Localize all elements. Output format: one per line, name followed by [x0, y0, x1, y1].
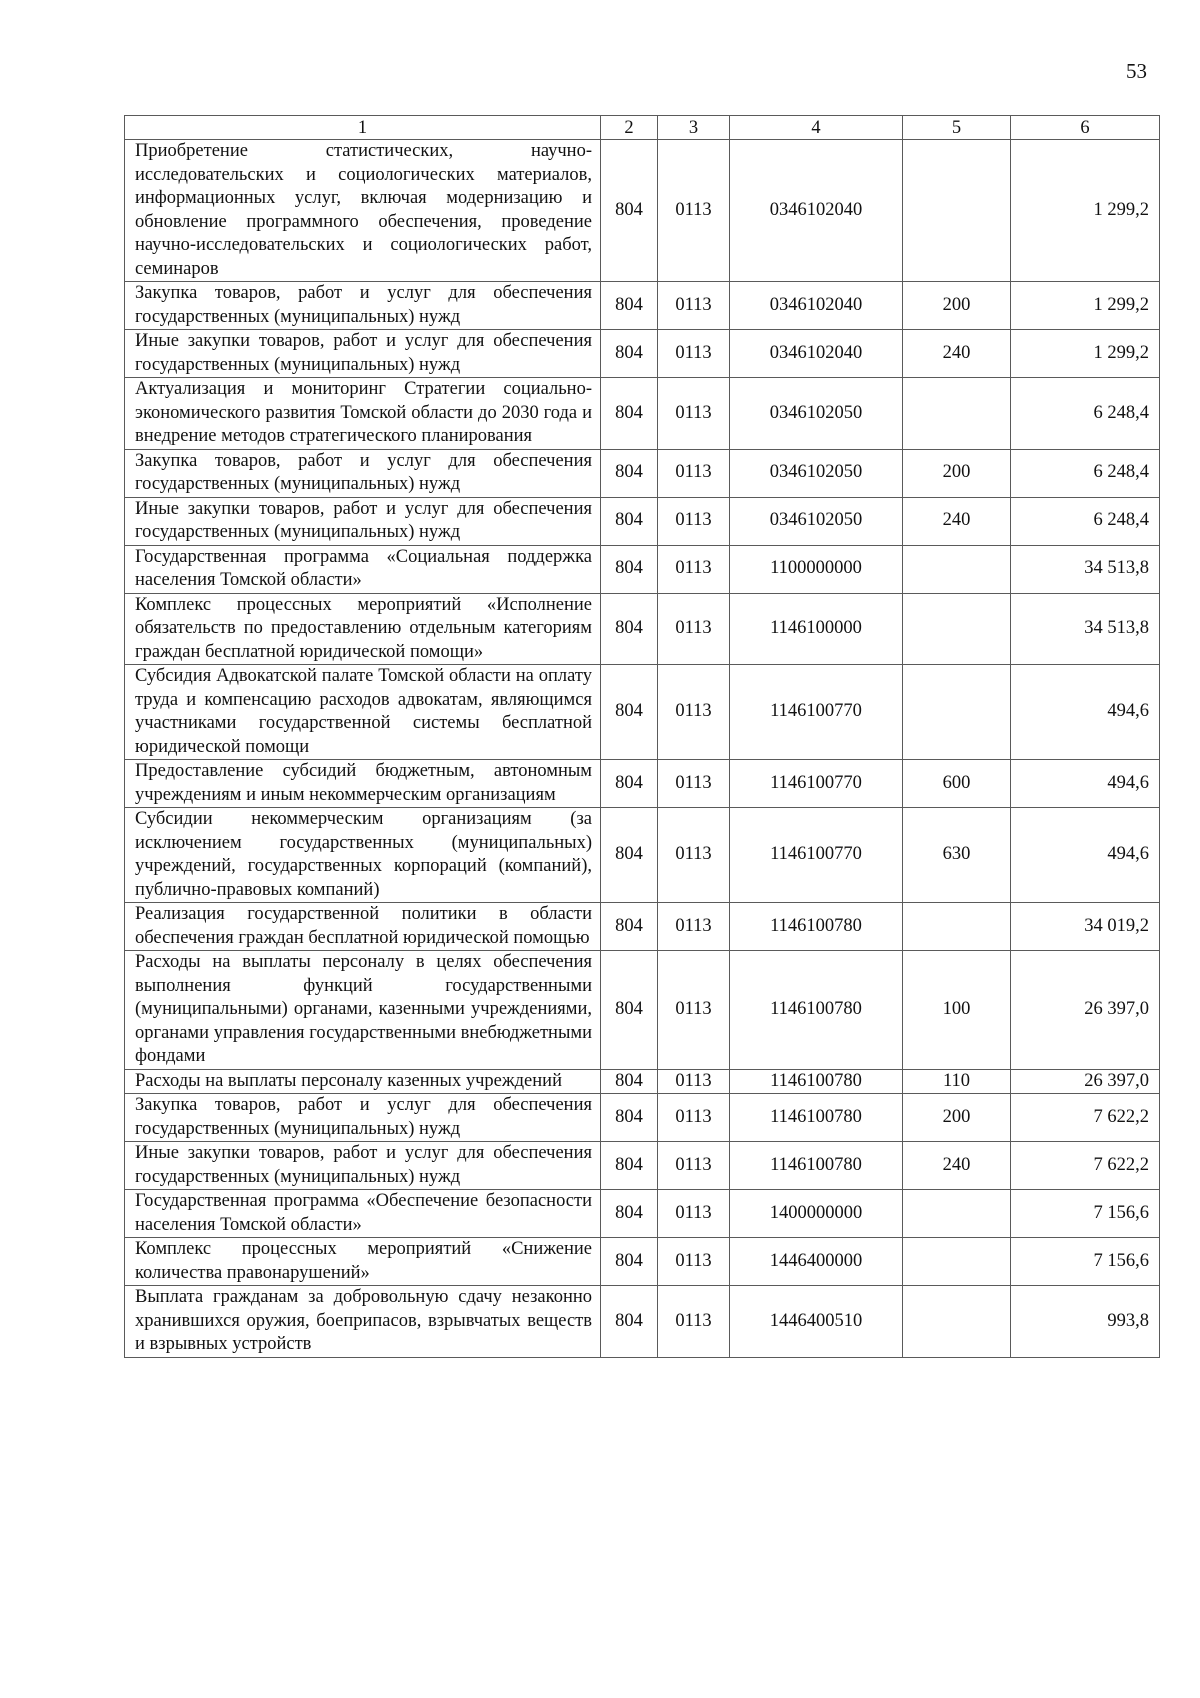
row-sum: 6 248,4 — [1011, 497, 1160, 545]
table-header — [125, 116, 1160, 140]
row-razdel: 0113 — [658, 449, 730, 497]
row-razdel: 0113 — [658, 497, 730, 545]
row-name: Закупка товаров, работ и услуг для обеспечения государственных (муниципальных) нужд — [125, 449, 601, 497]
row-razdel: 0113 — [658, 378, 730, 450]
row-name: Актуализация и мониторинг Стратегии социально-экономического развития Томской области до 2030 года и внедрение методов стратегического планирования — [125, 378, 601, 450]
row-vr — [903, 140, 1011, 282]
row-ved: 804 — [601, 1142, 658, 1190]
row-name: Реализация государственной политики в области обеспечения граждан бесплатной юридической помощью — [125, 903, 601, 951]
row-vr: 630 — [903, 808, 1011, 903]
row-sum: 26 397,0 — [1011, 951, 1160, 1070]
row-name: Государственная программа «Социальная поддержка населения Томской области» — [125, 545, 601, 593]
row-vr — [903, 1286, 1011, 1358]
row-vr — [903, 593, 1011, 665]
row-csr: 0346102050 — [730, 497, 903, 545]
row-csr: 0346102040 — [730, 330, 903, 378]
row-vr: 110 — [903, 1069, 1011, 1094]
row-razdel: 0113 — [658, 1142, 730, 1190]
row-name: Комплекс процессных мероприятий «Снижение количества правонарушений» — [125, 1238, 601, 1286]
row-vr: 240 — [903, 1142, 1011, 1190]
header-col-6: 6 — [1011, 116, 1160, 140]
row-ved: 804 — [601, 1190, 658, 1238]
table-row — [125, 378, 1160, 450]
row-ved: 804 — [601, 1238, 658, 1286]
row-razdel: 0113 — [658, 330, 730, 378]
row-vr: 200 — [903, 449, 1011, 497]
row-razdel: 0113 — [658, 545, 730, 593]
row-csr: 1146100770 — [730, 760, 903, 808]
row-razdel: 0113 — [658, 951, 730, 1070]
row-razdel: 0113 — [658, 760, 730, 808]
row-name: Закупка товаров, работ и услуг для обеспечения государственных (муниципальных) нужд — [125, 1094, 601, 1142]
row-name: Иные закупки товаров, работ и услуг для обеспечения государственных (муниципальных) нужд — [125, 1142, 601, 1190]
header-col-4: 4 — [730, 116, 903, 140]
row-sum: 1 299,2 — [1011, 282, 1160, 330]
row-csr: 1146100780 — [730, 1094, 903, 1142]
row-vr — [903, 545, 1011, 593]
table-row — [125, 497, 1160, 545]
row-csr: 1446400000 — [730, 1238, 903, 1286]
row-sum: 34 513,8 — [1011, 593, 1160, 665]
row-ved: 804 — [601, 545, 658, 593]
row-razdel: 0113 — [658, 140, 730, 282]
row-ved: 804 — [601, 1094, 658, 1142]
row-razdel: 0113 — [658, 808, 730, 903]
row-csr: 1400000000 — [730, 1190, 903, 1238]
row-ved: 804 — [601, 903, 658, 951]
table-row — [125, 593, 1160, 665]
row-csr: 1146100000 — [730, 593, 903, 665]
row-sum: 26 397,0 — [1011, 1069, 1160, 1094]
row-vr: 200 — [903, 282, 1011, 330]
row-name: Иные закупки товаров, работ и услуг для обеспечения государственных (муниципальных) нужд — [125, 497, 601, 545]
row-vr: 240 — [903, 497, 1011, 545]
row-ved: 804 — [601, 665, 658, 760]
row-sum: 1 299,2 — [1011, 330, 1160, 378]
row-name: Выплата гражданам за добровольную сдачу незаконно хранившихся оружия, боеприпасов, взрывчатых веществ и взрывных устройств — [125, 1286, 601, 1358]
row-vr — [903, 1190, 1011, 1238]
row-ved: 804 — [601, 330, 658, 378]
row-name: Субсидия Адвокатской палате Томской области на оплату труда и компенсацию расходов адвокатам, являющимся участниками государственной системы бесплатной юридической помощи — [125, 665, 601, 760]
table-row — [125, 760, 1160, 808]
header-col-3: 3 — [658, 116, 730, 140]
row-name: Субсидии некоммерческим организациям (за исключением государственных (муниципальных) учреждений, государственных корпораций (компаний), публично-правовых компаний) — [125, 808, 601, 903]
row-name: Государственная программа «Обеспечение безопасности населения Томской области» — [125, 1190, 601, 1238]
table-row — [125, 951, 1160, 1070]
row-razdel: 0113 — [658, 1069, 730, 1094]
row-razdel: 0113 — [658, 1286, 730, 1358]
row-csr: 1146100780 — [730, 903, 903, 951]
row-vr — [903, 1238, 1011, 1286]
row-razdel: 0113 — [658, 903, 730, 951]
row-ved: 804 — [601, 1069, 658, 1094]
row-name: Закупка товаров, работ и услуг для обеспечения государственных (муниципальных) нужд — [125, 282, 601, 330]
row-sum: 993,8 — [1011, 1286, 1160, 1358]
row-sum: 6 248,4 — [1011, 449, 1160, 497]
row-sum: 6 248,4 — [1011, 378, 1160, 450]
header-col-1: 1 — [125, 116, 601, 140]
row-csr: 1146100770 — [730, 808, 903, 903]
table-row — [125, 1190, 1160, 1238]
row-sum: 494,6 — [1011, 760, 1160, 808]
row-sum: 34 513,8 — [1011, 545, 1160, 593]
row-vr — [903, 903, 1011, 951]
table-row — [125, 808, 1160, 903]
table-row — [125, 665, 1160, 760]
row-name: Иные закупки товаров, работ и услуг для обеспечения государственных (муниципальных) нужд — [125, 330, 601, 378]
row-name: Расходы на выплаты персоналу казенных учреждений — [125, 1069, 601, 1094]
row-name: Предоставление субсидий бюджетным, автономным учреждениям и иным некоммерческим организациям — [125, 760, 601, 808]
budget-table — [124, 115, 1160, 1358]
table-row — [125, 330, 1160, 378]
row-sum: 34 019,2 — [1011, 903, 1160, 951]
row-vr: 240 — [903, 330, 1011, 378]
row-razdel: 0113 — [658, 665, 730, 760]
row-ved: 804 — [601, 760, 658, 808]
row-ved: 804 — [601, 808, 658, 903]
row-razdel: 0113 — [658, 282, 730, 330]
row-ved: 804 — [601, 1286, 658, 1358]
table-body — [125, 140, 1160, 1358]
header-col-2: 2 — [601, 116, 658, 140]
row-vr — [903, 665, 1011, 760]
row-csr: 0346102040 — [730, 140, 903, 282]
row-name: Приобретение статистических, научно-исследовательских и социологических материалов, информационных услуг, включая модернизацию и обновление программного обеспечения, проведение научно-исследовательских и социологических работ, семинаров — [125, 140, 601, 282]
table-row — [125, 1142, 1160, 1190]
row-vr: 100 — [903, 951, 1011, 1070]
row-csr: 0346102050 — [730, 378, 903, 450]
row-csr: 1446400510 — [730, 1286, 903, 1358]
row-csr: 1146100770 — [730, 665, 903, 760]
row-ved: 804 — [601, 593, 658, 665]
table-row — [125, 449, 1160, 497]
row-razdel: 0113 — [658, 1238, 730, 1286]
row-ved: 804 — [601, 497, 658, 545]
table-row — [125, 1069, 1160, 1094]
row-name: Расходы на выплаты персоналу в целях обеспечения выполнения функций государственными (муниципальными) органами, казенными учреждениями, органами управления государственными внебюджетными фондами — [125, 951, 601, 1070]
table-row — [125, 1286, 1160, 1358]
row-razdel: 0113 — [658, 1094, 730, 1142]
row-sum: 7 156,6 — [1011, 1238, 1160, 1286]
row-sum: 7 622,2 — [1011, 1094, 1160, 1142]
page-number: 53 — [1126, 59, 1147, 83]
row-csr: 0346102040 — [730, 282, 903, 330]
row-ved: 804 — [601, 282, 658, 330]
row-ved: 804 — [601, 951, 658, 1070]
row-ved: 804 — [601, 449, 658, 497]
table-row — [125, 903, 1160, 951]
row-sum: 494,6 — [1011, 808, 1160, 903]
row-ved: 804 — [601, 140, 658, 282]
header-col-5: 5 — [903, 116, 1011, 140]
header-row — [125, 116, 1160, 140]
table-row — [125, 545, 1160, 593]
row-csr: 1100000000 — [730, 545, 903, 593]
row-sum: 1 299,2 — [1011, 140, 1160, 282]
row-vr — [903, 378, 1011, 450]
row-sum: 494,6 — [1011, 665, 1160, 760]
row-sum: 7 622,2 — [1011, 1142, 1160, 1190]
row-razdel: 0113 — [658, 593, 730, 665]
row-ved: 804 — [601, 378, 658, 450]
row-vr: 600 — [903, 760, 1011, 808]
row-csr: 1146100780 — [730, 1142, 903, 1190]
row-name: Комплекс процессных мероприятий «Исполнение обязательств по предоставлению отдельным категориям граждан бесплатной юридической помощи» — [125, 593, 601, 665]
row-vr: 200 — [903, 1094, 1011, 1142]
table-row — [125, 1238, 1160, 1286]
row-razdel: 0113 — [658, 1190, 730, 1238]
table-row — [125, 282, 1160, 330]
row-csr: 0346102050 — [730, 449, 903, 497]
table-row — [125, 1094, 1160, 1142]
table-row — [125, 140, 1160, 282]
row-csr: 1146100780 — [730, 1069, 903, 1094]
row-sum: 7 156,6 — [1011, 1190, 1160, 1238]
row-csr: 1146100780 — [730, 951, 903, 1070]
